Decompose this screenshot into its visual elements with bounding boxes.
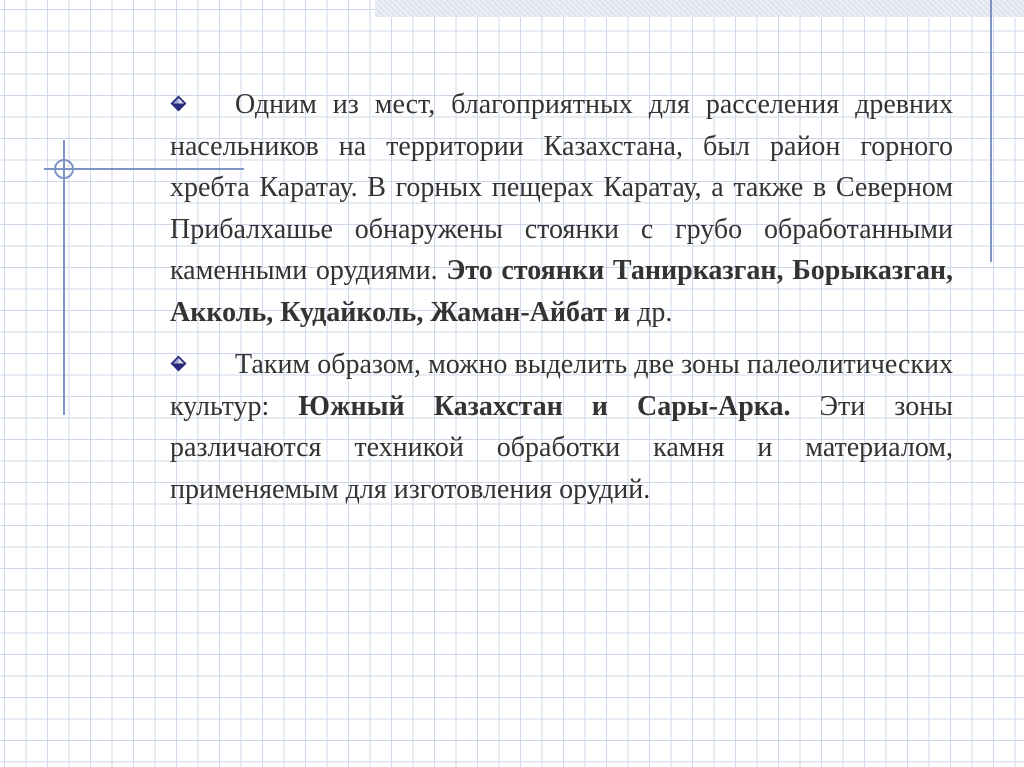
diamond-bullet-icon [170, 355, 187, 372]
right-vertical-rule [990, 0, 992, 262]
paragraph-2-bold-text: Южный Казахстан и Сары-Арка. [298, 390, 791, 422]
paragraph-1-tail-text: др. [630, 296, 673, 328]
top-decorative-band [375, 0, 1024, 17]
paragraph-2 [170, 344, 953, 510]
paragraph-1-bold-text: Это стоянки Танирказган, Борыказган, Акколь, Кудайколь, Жаман-Айбат и [170, 255, 953, 328]
paragraph-1-text: Одним из мест, благоприятных для расселения древних насельников на территории Казахстана, был район горного хребта Каратау. В горных пещерах Каратау, а также в Северном Прибалхашье обнаружены стоянки с грубо обработанными каменными орудиями. [170, 89, 953, 286]
paragraph-2-tail-text: Эти зоны различаются техникой обработки камня и материалом, применяемым для изготовления орудий. [170, 390, 953, 505]
paragraph-1 [170, 84, 953, 333]
left-rule-circle [54, 159, 74, 179]
slide-body [170, 84, 953, 510]
diamond-bullet-icon [170, 95, 187, 112]
left-vertical-rule [63, 140, 65, 415]
paragraph-2-text: Таким образом, можно выделить две зоны палеолитических культур: [170, 349, 953, 422]
